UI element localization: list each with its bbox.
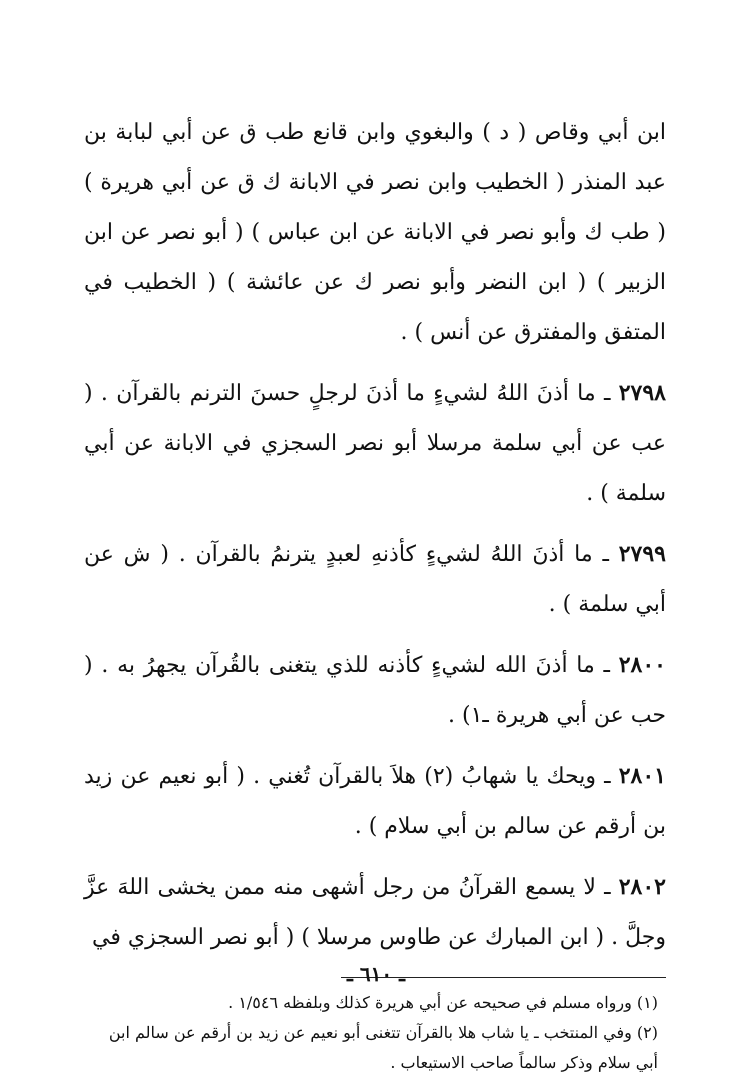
- entry-number: ٢٨٠٠: [618, 652, 666, 678]
- entry-2801: [84, 751, 666, 852]
- footnotes: [84, 988, 666, 1078]
- entry-number: ٢٨٠٢: [618, 874, 666, 900]
- footnote-2: (٢) وفي المنتخب ـ يا شاب هلا بالقرآن تتغنى أبو نعيم عن زيد بن أرقم عن سالم ابن أبي سلام وذكر سالماً صاحب الاستيعاب .: [108, 1023, 658, 1072]
- entry-text: ـ ما أذنَ الله لشيءٍ كأذنه للذي يتغنى بالقُرآن يجهرُ به . ( حب عن أبي هريرة ـ١) .: [84, 653, 666, 728]
- footnote-1: (١) ورواه مسلم في صحيحه عن أبي هريرة كذلك وبلفظه ١/٥٤٦ .: [228, 993, 658, 1012]
- entry-number: ٢٧٩٨: [618, 380, 666, 406]
- entry-text: ـ لا يسمع القرآنُ من رجل أشهى منه ممن يخشى اللهَ عزَّ وجلَّ . ( ابن المبارك عن طاوس مرسلا ) ( أبو نصر السجزي في: [84, 875, 666, 950]
- entry-2800: [84, 640, 666, 741]
- page-number: ـ ٦١٠ ـ: [347, 962, 405, 986]
- entry-2798: [84, 368, 666, 519]
- entry-text: ـ ما أذنَ اللهُ لشيءٍ كأذنهِ لعبدٍ يترنمُ بالقرآن . ( ش عن أبي سلمة ) .: [84, 542, 666, 617]
- intro-paragraph: ابن أبي وقاص ( د ) والبغوي وابن قانع طب ق عن أبي لبابة بن عبد المنذر ( الخطيب وابن نصر في الابانة ك ق عن أبي هريرة ) ( طب ك وأبو نصر في الابانة عن ابن عباس ) ( أبو نصر عن ابن الزبير ) ( ابن النضر وأبو نصر ك عن عائشة ) ( الخطيب في المتفق والمفترق عن أنس ) .: [84, 120, 666, 345]
- entry-text: ـ ويحك يا شهابُ (٢) هلاَ بالقرآن تُغني . ( أبو نعيم عن زيد بن أرقم عن سالم بن أبي سلام ) .: [84, 764, 666, 839]
- entry-2799: [84, 529, 666, 630]
- entry-text: ـ ما أذنَ اللهُ لشيءٍ ما أذنَ لرجلٍ حسنَ الترنم بالقرآن . ( عب عن أبي سلمة مرسلا أبو نصر السجزي في الابانة عن أبي سلمة ) .: [84, 381, 666, 506]
- entry-number: ٢٨٠١: [618, 763, 666, 789]
- entry-number: ٢٧٩٩: [618, 541, 666, 567]
- entry-2802: [84, 862, 666, 963]
